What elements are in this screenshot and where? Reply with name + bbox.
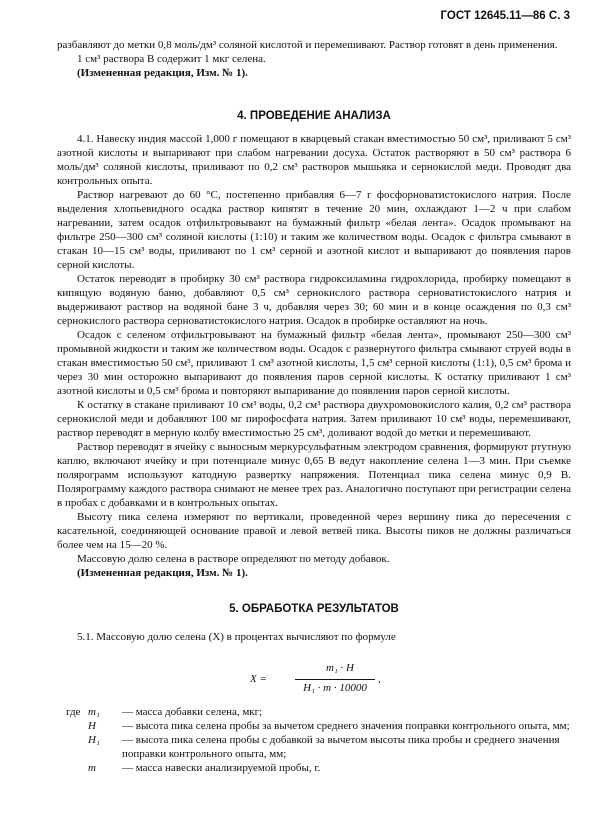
intro-paragraph-2: 1 см³ раствора В содержит 1 мкг селена. bbox=[77, 53, 266, 65]
fraction-bar bbox=[295, 679, 375, 680]
definition-text: — высота пика селена пробы за вычетом среднего значения поправки контрольного опыта, мм; bbox=[122, 720, 570, 732]
definition-row bbox=[66, 705, 571, 719]
definition-row bbox=[66, 761, 571, 775]
formula-denominator: H₁ · m · 10000 bbox=[303, 682, 367, 694]
intro-paragraph-1: разбавляют до метки 0,8 моль/дм³ соляной кислотой и перемешивают. Раствор готовят в день применения. bbox=[57, 39, 558, 51]
formula-tail: , bbox=[378, 673, 381, 685]
formula-numerator: m₁ · H bbox=[326, 662, 354, 674]
formula-lhs: X = bbox=[250, 673, 267, 685]
definition-symbol: H bbox=[88, 720, 96, 732]
intro-block bbox=[57, 38, 571, 80]
definition-symbol: H₁ bbox=[88, 734, 100, 746]
intro-edit-note: (Измененная редакция, Изм. № 1). bbox=[77, 67, 248, 79]
where-label: где bbox=[66, 706, 81, 718]
definition-symbol: m bbox=[88, 762, 96, 774]
s4-paragraph-6: Раствор переводят в ячейку с выносным меркурсульфатным электродом сравнения, формируют ртутную каплю, включают ячейку и при потенциале минус 0,65 В ведут накопление селена 1—3 мин. При съемке полярограмм используют катодную развертку напряжения. Потенциал пика селена минус 0,9 В. Полярограмму каждого раствора снимают не менее трех раз. Аналогично поступают при регистрации селена в пробах с добавками и в контрольных опытах. bbox=[57, 441, 571, 509]
s4-paragraph-7: Высоту пика селена измеряют по вертикали, проведенной через вершину пика до пересечения с касательной, соединяющей основание правой и левой ветвей пика. Высоты пиков не должны различаться более чем на 15—20 %. bbox=[57, 511, 571, 551]
definition-text: — масса добавки селена, мкг; bbox=[122, 706, 263, 718]
s4-paragraph-4: Осадок с селеном отфильтровывают на бумажный фильтр «белая лента», промывают 250—300 см³ промывной жидкости и таким же количеством воды. Осадок с развернутого фильтра смывают струей воды в стакан вместимостью 50 см³, приливают 1 см³ азотной кислоты, 1,5 см³ серной кислоты (1:1), 0,5 см³ брома и через 30 мин осторожно выпаривают до появления паров серной кислоты. К остатку приливают 1 см³ азотной кислоты и 0,5 см³ брома и повторяют выпаривание до появления паров серной кислоты. bbox=[57, 329, 571, 397]
definitions-list bbox=[66, 705, 571, 775]
definition-row bbox=[66, 719, 571, 733]
s4-edit-note: (Измененная редакция, Изм. № 1). bbox=[77, 567, 248, 579]
formula bbox=[250, 656, 390, 706]
s5-paragraph-1: 5.1. Массовую долю селена (X) в процентах вычисляют по формуле bbox=[77, 631, 396, 643]
s4-paragraph-5: К остатку в стакане приливают 10 см³ воды, 0,2 см³ раствора двухромовокислого калия, 0,2 см³ раствора сернокислой меди и добавляют 100 мг пирофосфата натрия. Затем приливают 10 см³ воды, перемешивают, раствор переводят в мерную колбу вместимостью 25 см³, доливают водой до метки и перемешивают. bbox=[57, 399, 571, 439]
s4-paragraph-1: 4.1. Навеску индия массой 1,000 г помещают в кварцевый стакан вместимостью 50 см³, приливают 5 см³ азотной кислоты и выпаривают при слабом нагревании досуха. Остаток растворяют в 50 см³ раствора 6 моль/дм³ соляной кислоты, приливают по 0,2 см³ растворов мышьяка и сернокислой меди. Проводят два контрольных опыта. bbox=[57, 133, 571, 187]
definition-symbol: m₁ bbox=[88, 706, 100, 718]
section-5-intro bbox=[57, 630, 571, 644]
s4-paragraph-2: Раствор нагревают до 60 °С, постепенно прибавляя 6—7 г фосфорноватистокислого натрия. После выделения хлопьевидного осадка раствор кипятят в течение 20 мин, охлаждают 1—2 ч при слабом нагревании, затем осадок отфильтровывают на бумажный фильтр «белая лента». Осадок промывают на фильтре 250—300 см³ соляной кислоты (1:10) и таким же количеством воды. Осадок с фильтра смывают в стакан 10—15 см³ воды, приливают по 1 см³ серной и азотной кислот и выпаривают до появления паров серной кислоты. bbox=[57, 189, 571, 271]
definition-text: — масса навески анализируемой пробы, г. bbox=[122, 762, 321, 774]
page-header: ГОСТ 12645.11—86 С. 3 bbox=[440, 10, 570, 22]
s4-paragraph-8: Массовую долю селена в растворе определяют по методу добавок. bbox=[77, 553, 390, 565]
definition-text: — высота пика селена пробы с добавкой за вычетом высоты пика пробы и среднего значения поправки контрольного опыта, мм; bbox=[122, 734, 560, 760]
section-4-body bbox=[57, 132, 571, 580]
definition-row bbox=[66, 733, 571, 761]
section-4-title: 4. ПРОВЕДЕНИЕ АНАЛИЗА bbox=[237, 110, 391, 122]
section-5-title: 5. ОБРАБОТКА РЕЗУЛЬТАТОВ bbox=[229, 603, 399, 615]
s4-paragraph-3: Остаток переводят в пробирку 30 см³ раствора гидроксиламина гидрохлорида, пробирку помещают в кипящую водяную баню, добавляют 0,5 см³ сернокислого раствора серноватистокислого натрия и выдерживают раствор на водяной бане 3 ч, добавляя через 30; 60 мин и в конце осаждения по 0,3 см³ сернокислого раствора серноватистокислого натрия. Осадок в пробирке оставляют на ночь. bbox=[57, 273, 571, 327]
